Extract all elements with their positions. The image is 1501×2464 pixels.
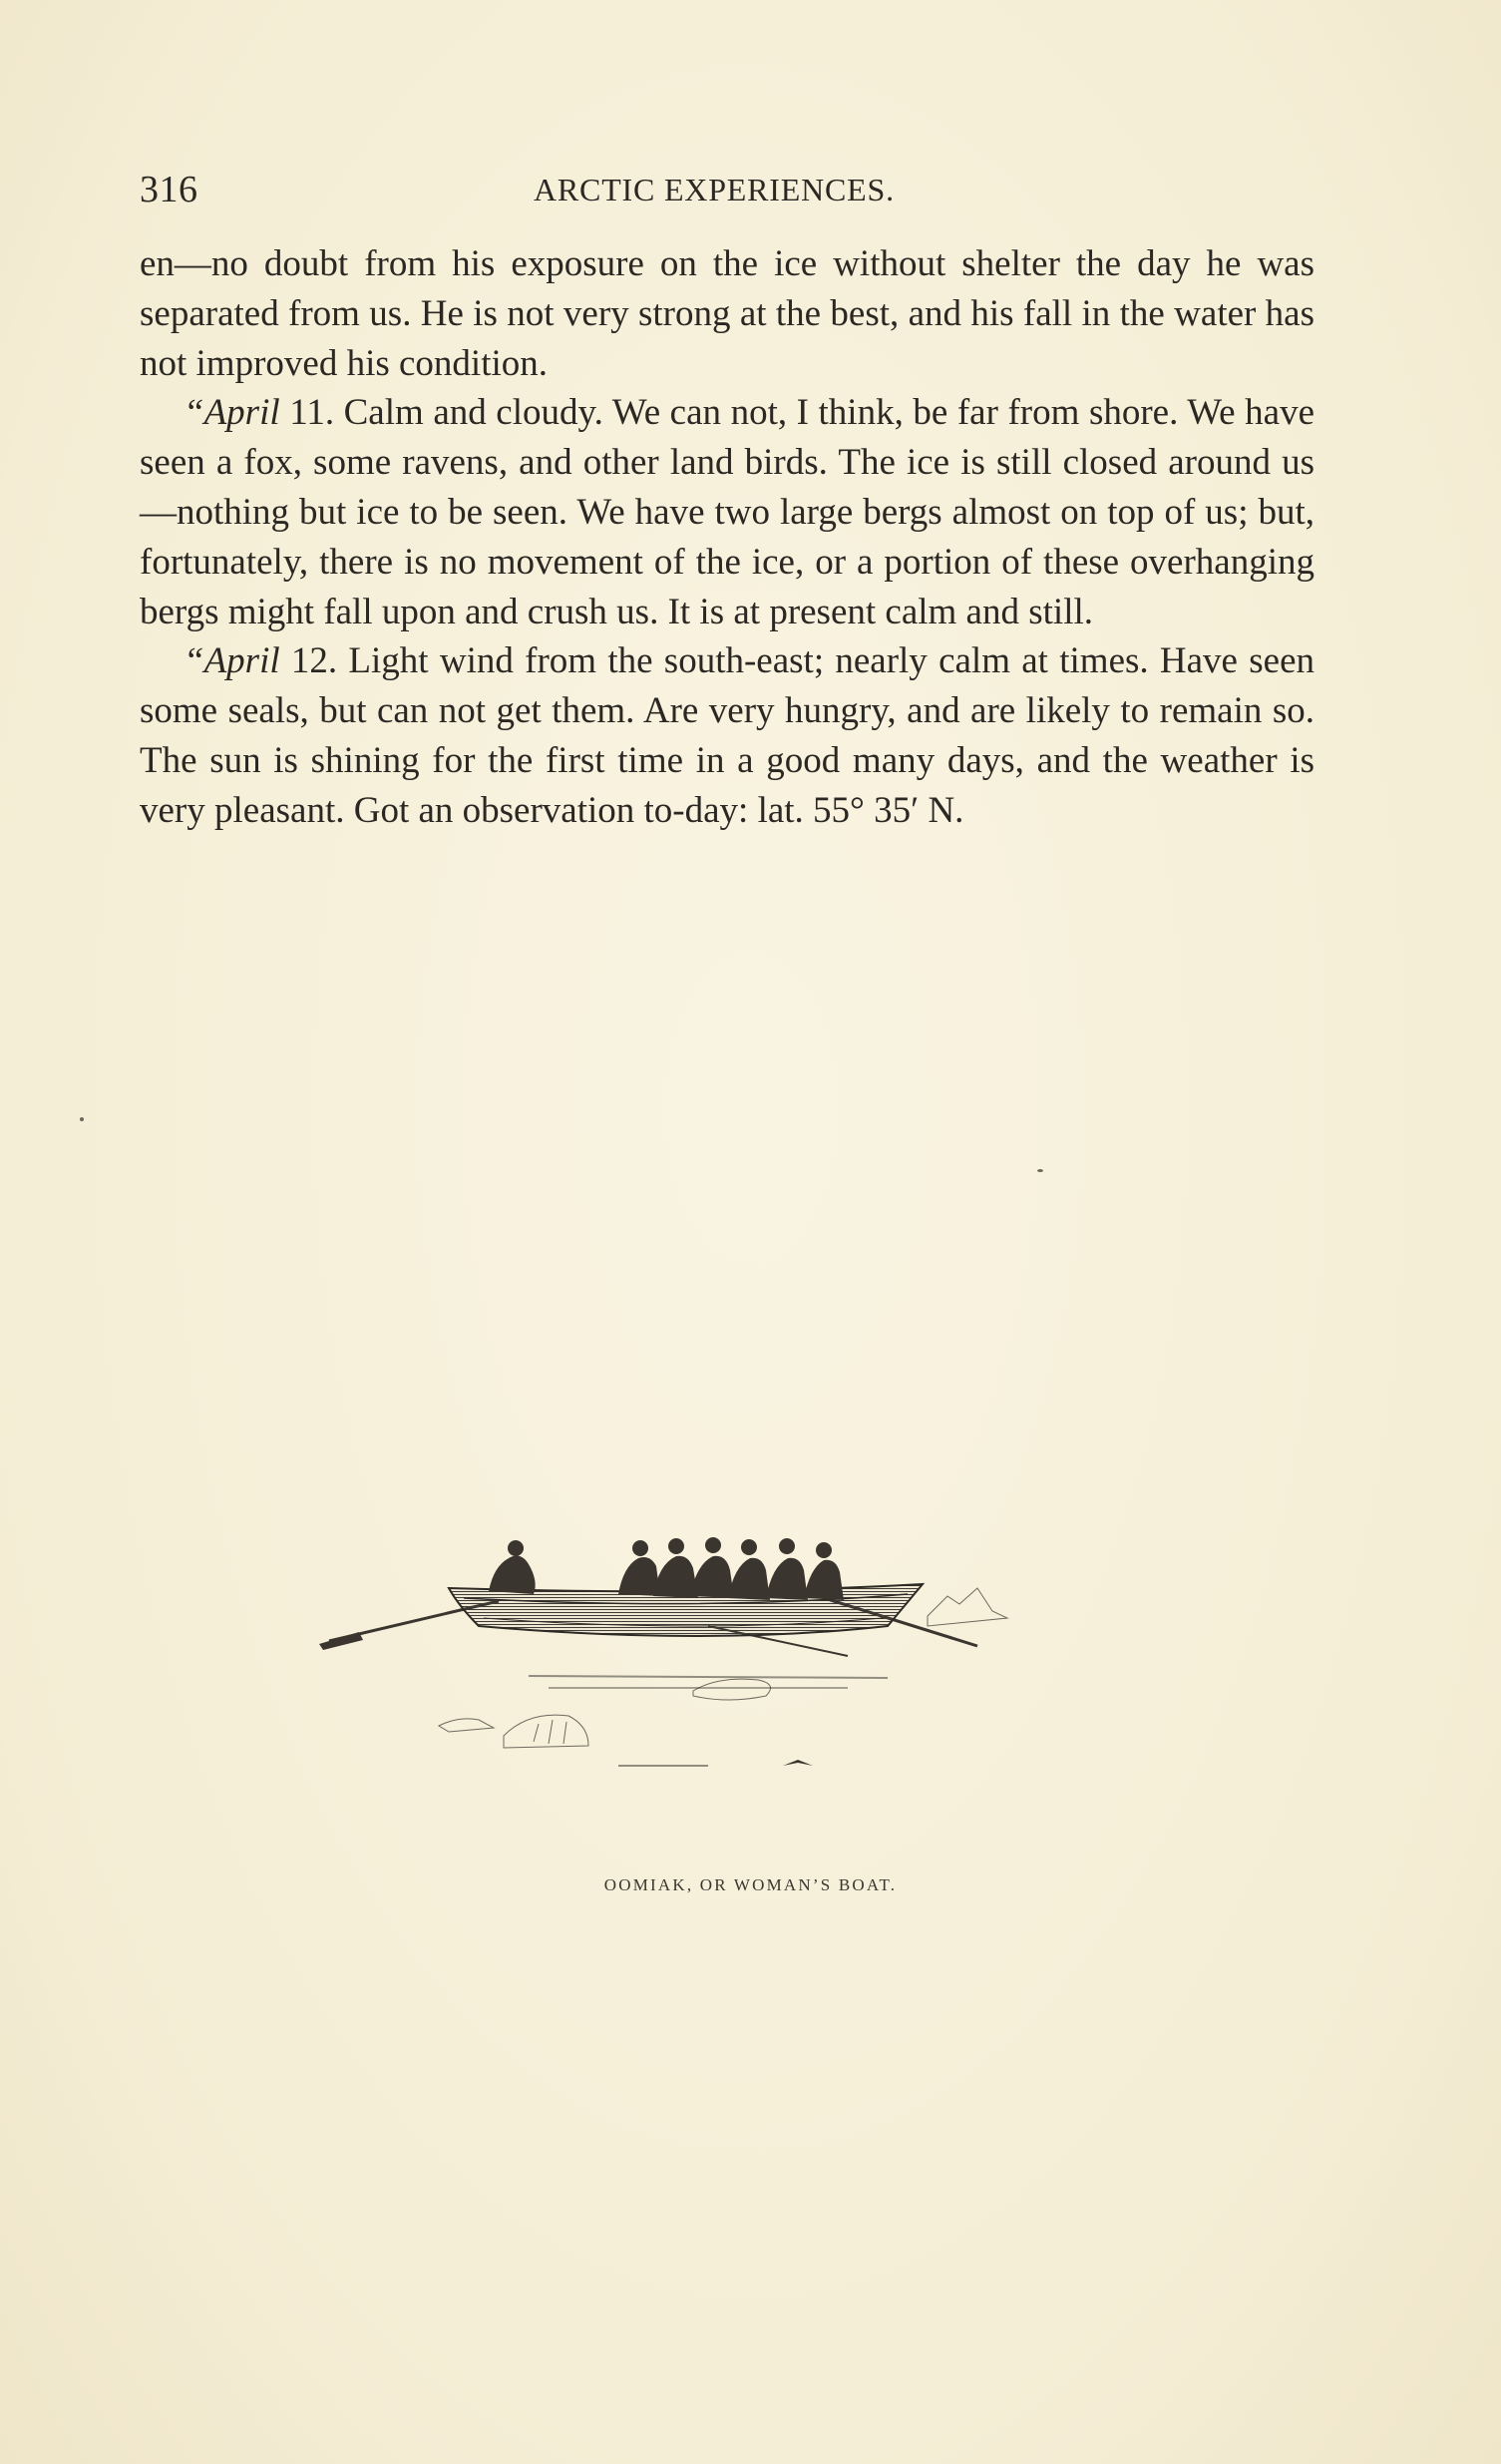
caption-text: OOMIAK, OR WOMAN’S BOAT.	[603, 1875, 898, 1894]
paper-speck	[1037, 1169, 1043, 1172]
paper-speck	[80, 1117, 84, 1121]
page-header	[140, 168, 1314, 217]
page-number: 316	[140, 169, 198, 210]
date-prefix: “April	[184, 640, 280, 682]
engraving-illustration	[289, 1297, 1147, 1855]
body-text	[140, 239, 1314, 836]
paragraph-april-12	[140, 636, 1314, 835]
paragraph-text: 12. Light wind from the south-east; nearly calm at times. Have seen some seals, but can not get them. Are very hungry, and are likely to remain so. The sun is shining for the first time in a good many days, and the weather is very pleasant. Got an observation to-day: lat. 55° 35′ N.	[140, 640, 1314, 831]
paragraph-text: en—no doubt from his exposure on the ice without shelter the day he was separated from us. He is not very strong at the best, and his fall in the water has not improved his condition.	[140, 243, 1314, 384]
oomiak-boat-engraving	[289, 1297, 1147, 1855]
paragraph-april-11	[140, 388, 1314, 636]
paragraph-text: 11. Calm and cloudy. We can not, I think, be far from shore. We have seen a fox, some ravens, and other land birds. The ice is still closed around us—nothing but ice to be seen. We have two large bergs almost on top of us; but, fortunately, there is no movement of the ice, or a portion of these overhanging bergs might fall upon and crush us. It is at present calm and still.	[140, 392, 1314, 632]
running-head: ARCTIC EXPERIENCES.	[534, 172, 895, 207]
paragraph-continuation	[140, 239, 1314, 388]
figure-caption	[0, 1875, 1501, 1895]
date-prefix: “April	[184, 392, 280, 434]
iceberg-right	[928, 1588, 1007, 1626]
